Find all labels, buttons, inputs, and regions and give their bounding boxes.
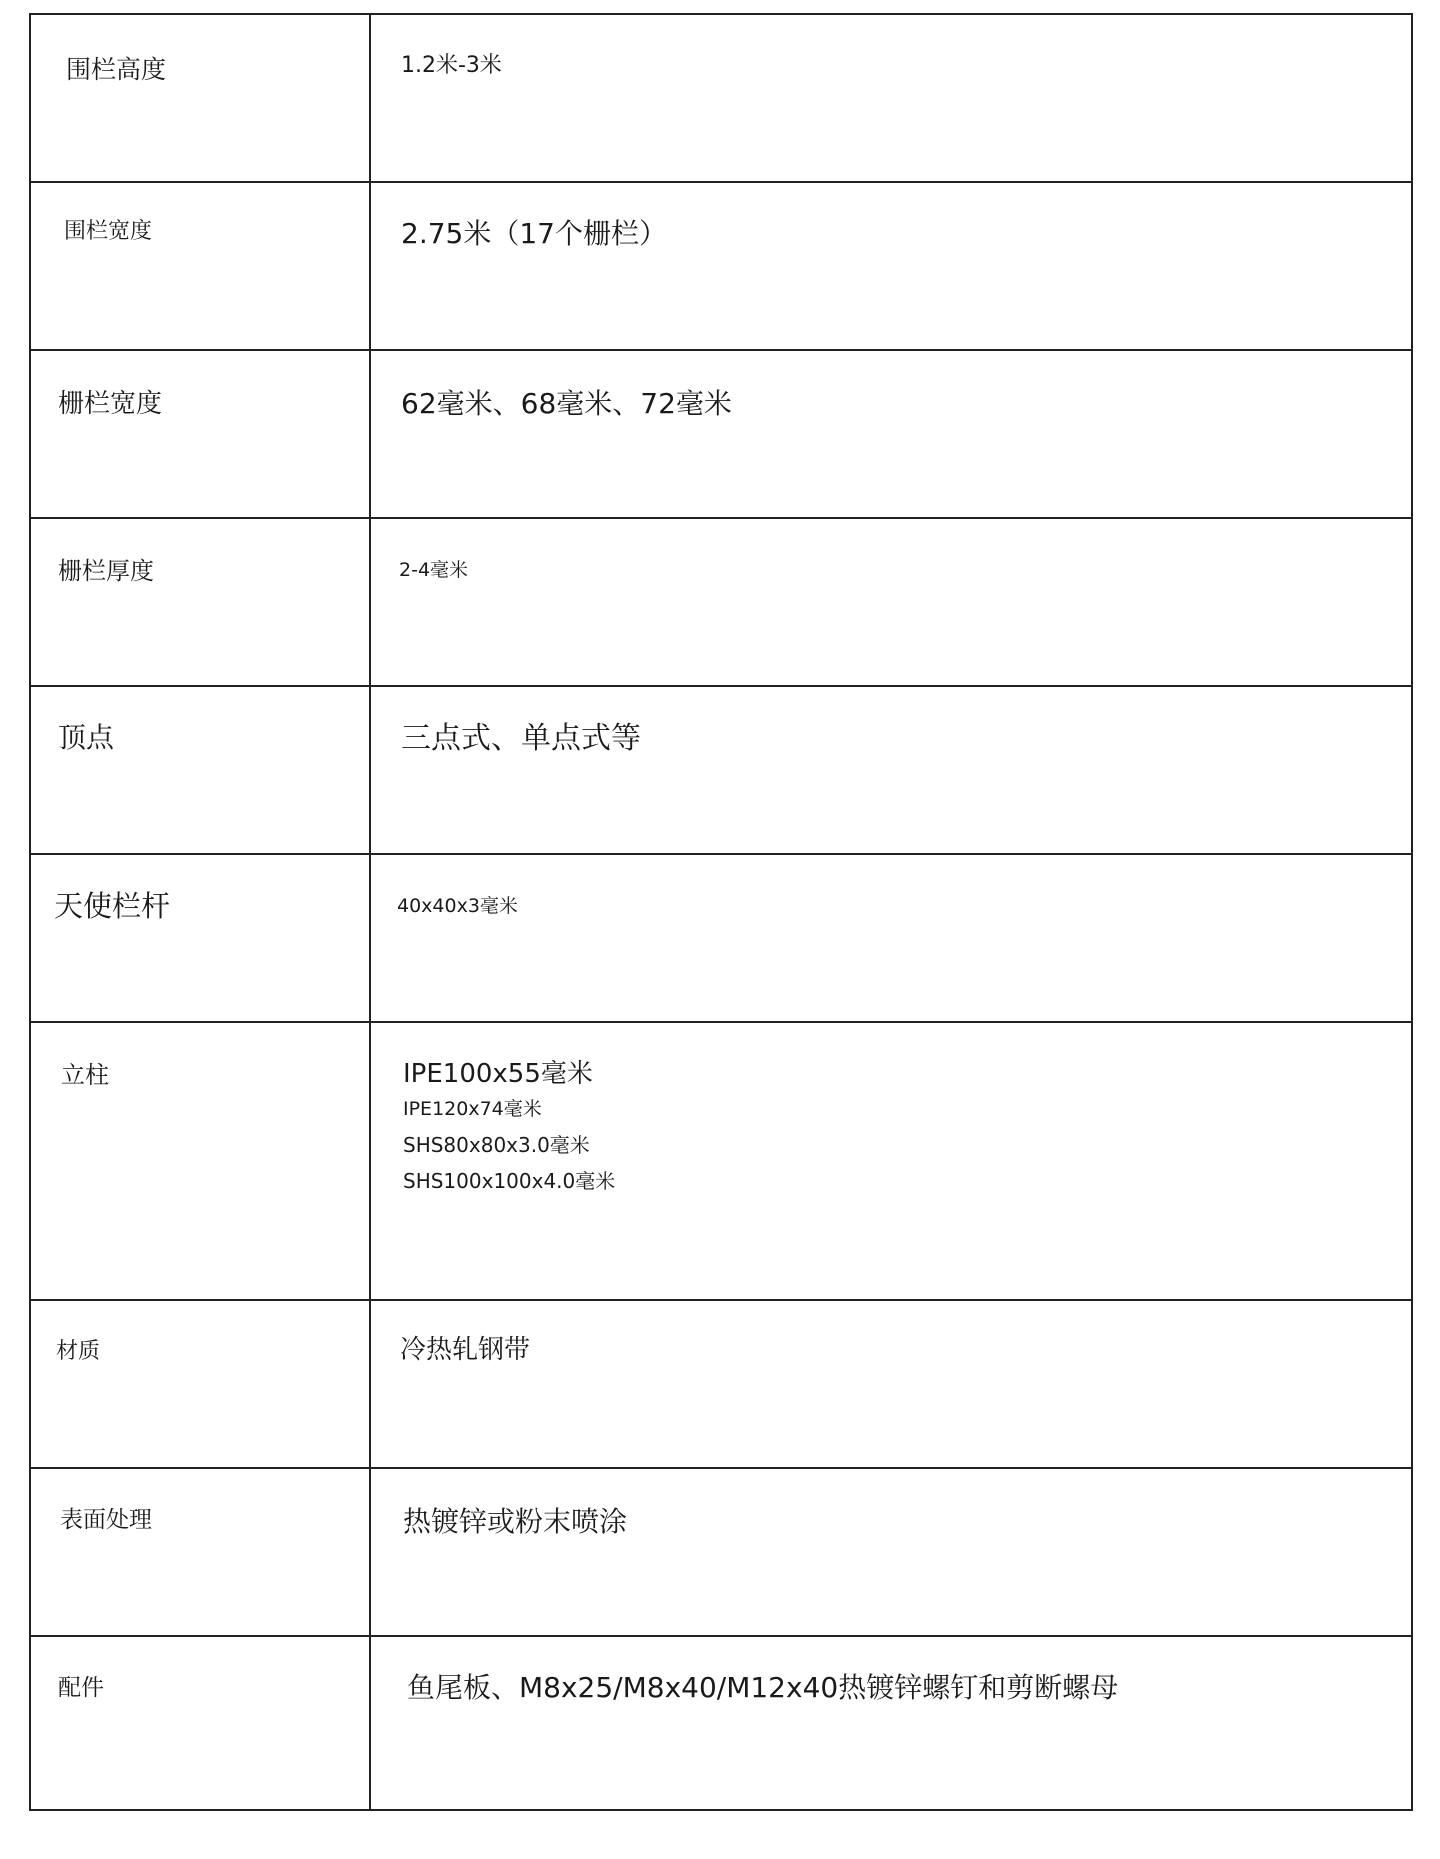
row-label-angel-rail: 天使栏杆	[54, 889, 171, 923]
row-label-top: 顶点	[58, 721, 115, 754]
row-label-material: 材质	[56, 1339, 101, 1364]
row-value-accessories: 鱼尾板、M8x25/M8x40/M12x40热镀锌螺钉和剪断螺母	[407, 1671, 1119, 1704]
table-row	[30, 14, 1412, 182]
post-value-item: SHS100x100x4.0毫米	[403, 1168, 616, 1193]
value-cell	[370, 182, 1412, 350]
label-cell	[30, 1636, 370, 1810]
label-cell	[30, 182, 370, 350]
row-label-fence-height: 围栏高度	[66, 55, 167, 84]
row-value-angel-rail: 40x40x3毫米	[397, 895, 518, 917]
value-cell	[370, 1468, 1412, 1636]
row-value-surface-treatment: 热镀锌或粉末喷涂	[403, 1505, 628, 1538]
value-cell	[370, 350, 1412, 518]
value-cell	[370, 518, 1412, 686]
label-cell	[30, 686, 370, 854]
table-row	[30, 854, 1412, 1022]
row-value-top: 三点式、单点式等	[401, 721, 641, 756]
row-label-pale-width: 栅栏宽度	[58, 389, 163, 419]
value-cell	[370, 14, 1412, 182]
row-value-material: 冷热轧钢带	[400, 1335, 531, 1365]
spec-table	[29, 13, 1413, 1811]
row-value-fence-width: 2.75米（17个栅栏）	[401, 217, 667, 250]
post-value-item: IPE120x74毫米	[403, 1098, 542, 1121]
value-cell	[370, 1300, 1412, 1468]
label-cell	[30, 1022, 370, 1300]
row-label-surface-treatment: 表面处理	[60, 1507, 152, 1533]
table-row	[30, 1468, 1412, 1636]
row-label-pale-thickness: 栅栏厚度	[58, 557, 154, 585]
table-row	[30, 350, 1412, 518]
label-cell	[30, 1300, 370, 1468]
row-value-pale-thickness: 2-4毫米	[399, 559, 469, 581]
row-label-post: 立柱	[61, 1061, 109, 1089]
row-value-pale-width: 62毫米、68毫米、72毫米	[401, 387, 732, 420]
post-value-item: SHS80x80x3.0毫米	[403, 1132, 590, 1157]
value-cell	[370, 1636, 1412, 1810]
post-value-list	[371, 1023, 1411, 1193]
label-cell	[30, 518, 370, 686]
table-row	[30, 182, 1412, 350]
row-label-accessories: 配件	[58, 1675, 104, 1701]
value-cell	[370, 854, 1412, 1022]
row-value-fence-height: 1.2米-3米	[401, 53, 502, 78]
label-cell	[30, 350, 370, 518]
value-cell	[370, 1022, 1412, 1300]
table-row	[30, 1022, 1412, 1300]
table-row	[30, 518, 1412, 686]
table-row	[30, 686, 1412, 854]
label-cell	[30, 14, 370, 182]
label-cell	[30, 854, 370, 1022]
table-row	[30, 1300, 1412, 1468]
post-value-item: IPE100x55毫米	[403, 1059, 593, 1089]
table-row	[30, 1636, 1412, 1810]
row-label-fence-width: 围栏宽度	[64, 219, 153, 244]
value-cell	[370, 686, 1412, 854]
label-cell	[30, 1468, 370, 1636]
